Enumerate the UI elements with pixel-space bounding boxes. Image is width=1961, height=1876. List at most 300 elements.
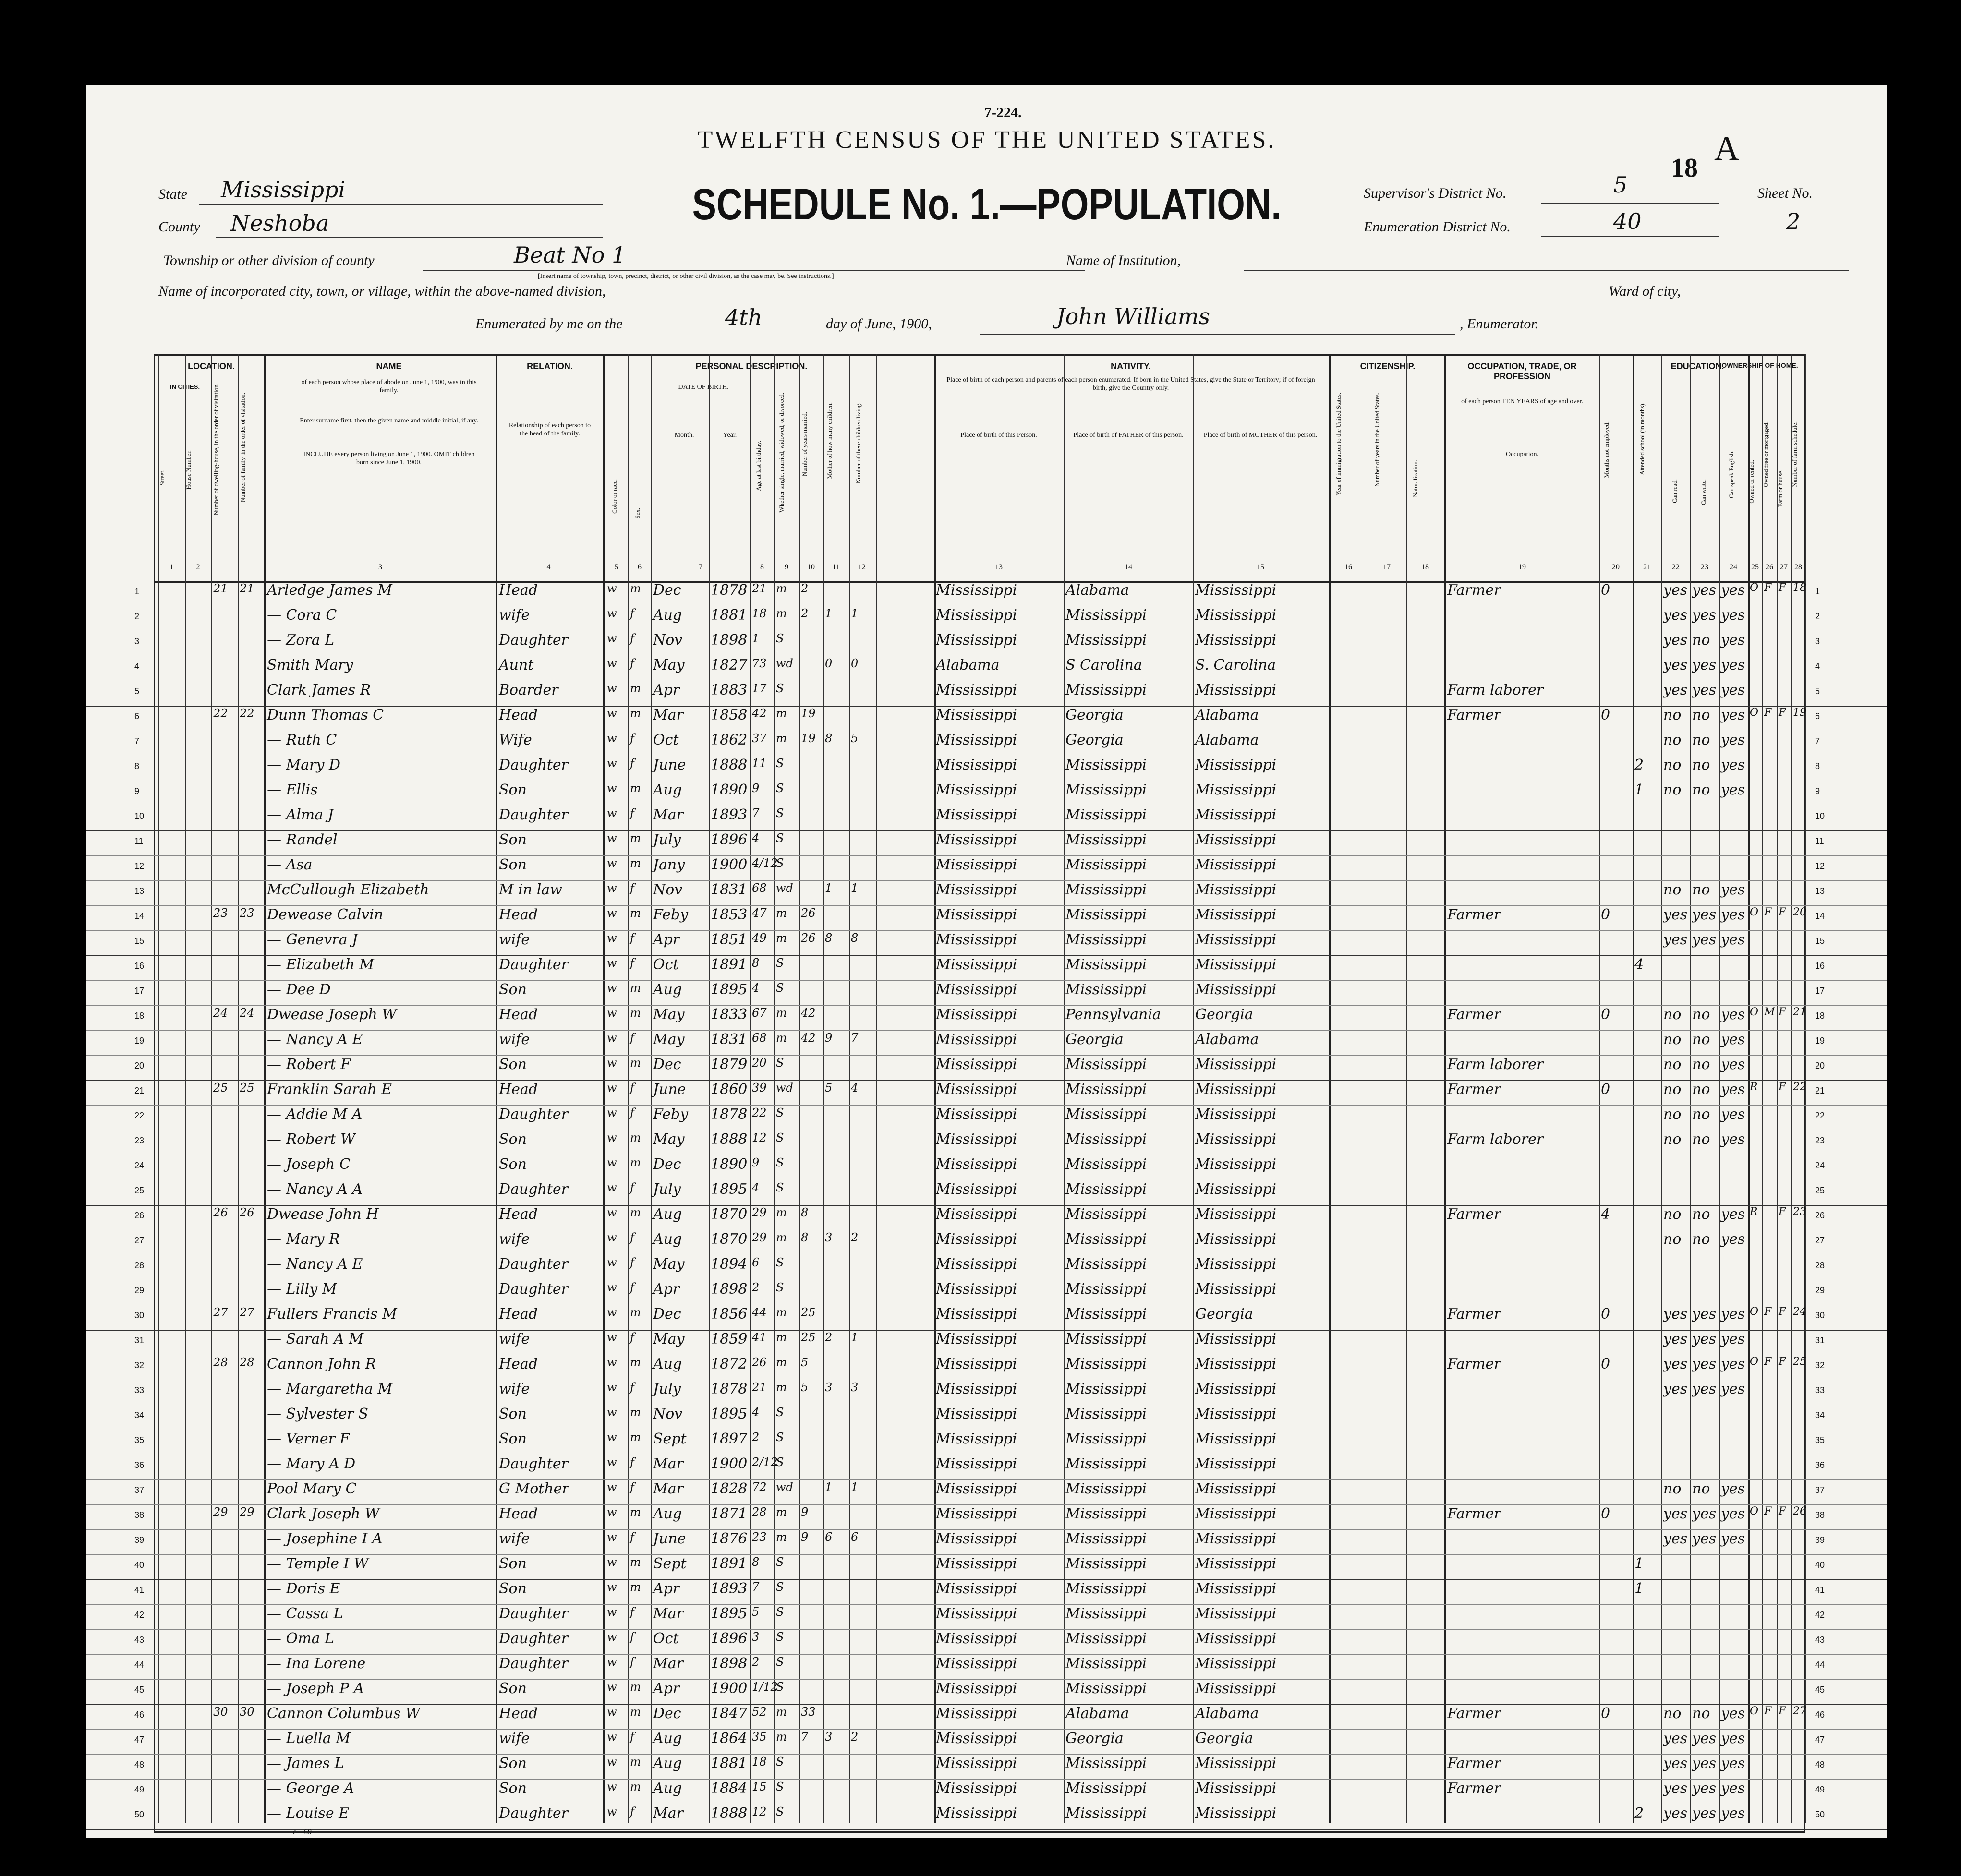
cell-birth: Mississippi — [936, 607, 1017, 624]
column-number: 28 — [1794, 563, 1802, 571]
cell-relation: wife — [499, 1530, 530, 1547]
cell-age: 8 — [752, 1555, 760, 1569]
cell-month: Aug — [653, 981, 682, 998]
cell-living: 1 — [851, 881, 859, 895]
cell-english: yes — [1721, 782, 1745, 798]
cell-relation: Son — [499, 1780, 527, 1797]
cell-month: Apr — [653, 682, 680, 698]
column-number: 25 — [1751, 563, 1759, 571]
cell-color: w — [607, 582, 617, 595]
cell-english: yes — [1721, 906, 1745, 923]
cell-year: 1847 — [711, 1705, 748, 1722]
table-row — [86, 1129, 1887, 1155]
column-number: 1 — [169, 563, 174, 571]
institution-line — [1244, 270, 1849, 271]
cell-mother: Alabama — [1195, 1705, 1259, 1722]
cell-write: no — [1692, 1056, 1710, 1073]
cell-family: 24 — [240, 1006, 254, 1020]
cell-mother: Georgia — [1195, 1306, 1253, 1323]
cell-name: Dwease Joseph W — [267, 1006, 397, 1023]
table-row — [86, 1004, 1887, 1031]
cell-sex: m — [630, 1705, 641, 1719]
cell-sex: f — [630, 1381, 634, 1394]
line-number-right: 47 — [1815, 1735, 1825, 1744]
cell-age: 44 — [752, 1306, 767, 1319]
nativity-description: Place of birth of each person and parents of each person enumerated. If born in the United States, give the State or Territory; if of foreign birth, give the Country only. — [946, 376, 1315, 392]
table-row — [86, 655, 1887, 681]
cell-relation: Son — [499, 1755, 527, 1772]
cell-year: 1872 — [711, 1356, 748, 1372]
cell-mother-of: 3 — [825, 1730, 833, 1744]
cell-month: May — [653, 1256, 685, 1273]
table-row — [86, 1079, 1887, 1106]
cell-year: 1897 — [711, 1431, 748, 1447]
cell-birth: Mississippi — [936, 682, 1017, 698]
cell-mother: Mississippi — [1195, 1231, 1277, 1248]
cell-write: yes — [1692, 1730, 1717, 1747]
table-row — [86, 805, 1887, 831]
cell-month: Oct — [653, 1630, 679, 1647]
line-number-right: 1 — [1815, 587, 1820, 596]
cell-sex: m — [630, 1580, 641, 1594]
cell-relation: Head — [499, 1306, 538, 1323]
cell-free: F — [1764, 1505, 1772, 1517]
cell-month: Aug — [653, 1206, 682, 1223]
cell-mother: Mississippi — [1195, 757, 1277, 773]
cell-marital: m — [776, 931, 787, 945]
form-number: 7-224. — [984, 105, 1022, 120]
cell-name: Dwease John H — [267, 1206, 379, 1223]
table-row — [86, 630, 1887, 656]
name-note-1: Enter surname first, then the given name and middle initial, if any. — [300, 417, 478, 424]
cell-relation: wife — [499, 1381, 530, 1397]
cell-birth: Mississippi — [936, 831, 1017, 848]
cell-age: 20 — [752, 1056, 767, 1070]
cell-color: w — [607, 806, 617, 820]
cell-month: May — [653, 1006, 685, 1023]
line-number-right: 38 — [1815, 1510, 1825, 1520]
cell-month: Aug — [653, 1356, 682, 1372]
line-number: 41 — [134, 1585, 145, 1595]
county-line — [216, 237, 603, 238]
cell-color: w — [607, 1705, 617, 1719]
cell-sex: f — [630, 1530, 634, 1544]
cell-read: yes — [1663, 607, 1688, 624]
cell-mother-of: 2 — [825, 1331, 833, 1344]
cell-marital: wd — [776, 657, 793, 670]
cell-name: — Louise E — [267, 1805, 350, 1822]
cell-birth: Mississippi — [936, 1056, 1017, 1073]
column-number: 18 — [1421, 563, 1429, 571]
cell-name: — Cora C — [267, 607, 337, 624]
cell-english: yes — [1721, 1306, 1745, 1323]
line-number-right: 40 — [1815, 1560, 1825, 1570]
line-number: 4 — [134, 661, 140, 671]
line-number: 22 — [134, 1111, 145, 1120]
cell-color: w — [607, 1406, 617, 1419]
cell-age: 72 — [752, 1480, 767, 1494]
cell-name: — Randel — [267, 831, 338, 848]
supervisor-label: Supervisor's District No. — [1364, 185, 1507, 201]
column-number: 12 — [858, 563, 866, 571]
cell-years-married: 19 — [801, 707, 816, 720]
line-number-right: 30 — [1815, 1311, 1825, 1320]
cell-age: 12 — [752, 1131, 767, 1144]
can-write-heading: Can write. — [1700, 479, 1707, 505]
cell-sex: f — [630, 881, 634, 895]
cell-farm-no: 26 — [1793, 1505, 1806, 1517]
line-number: 29 — [134, 1286, 145, 1295]
supervisor-line — [1541, 203, 1719, 204]
cell-name: — Temple I W — [267, 1555, 369, 1572]
cell-years-married: 19 — [801, 732, 816, 745]
cell-marital: S — [776, 1805, 784, 1818]
cell-mother: Mississippi — [1195, 1680, 1277, 1697]
cell-mother-of: 8 — [825, 931, 833, 945]
cell-birth: Mississippi — [936, 1006, 1017, 1023]
cell-relation: Aunt — [499, 657, 534, 673]
cell-living: 4 — [851, 1081, 859, 1094]
cell-english: yes — [1721, 1081, 1745, 1098]
cell-age: 21 — [752, 582, 767, 595]
location-heading: LOCATION. — [188, 361, 235, 371]
cell-sex: f — [630, 1655, 634, 1669]
cell-father: Mississippi — [1065, 1406, 1147, 1422]
cell-color: w — [607, 682, 617, 695]
cell-write: no — [1692, 632, 1710, 649]
cell-year: 1879 — [711, 1056, 748, 1073]
cell-owned: O — [1750, 707, 1759, 719]
column-number: 7 — [699, 563, 702, 571]
cell-year: 1891 — [711, 956, 748, 973]
cell-birth: Mississippi — [936, 1031, 1017, 1048]
cell-year: 1890 — [711, 782, 748, 798]
table-row — [86, 780, 1887, 806]
cell-mother: Mississippi — [1195, 856, 1277, 873]
cell-age: 49 — [752, 931, 767, 945]
cell-english: yes — [1721, 1780, 1745, 1797]
cell-name: — Ina Lorene — [267, 1655, 366, 1672]
table-row — [86, 1104, 1887, 1130]
cell-sex: f — [630, 732, 634, 745]
cell-mother: Mississippi — [1195, 1605, 1277, 1622]
cell-occupation: Farmer — [1447, 582, 1501, 599]
cell-marital: S — [776, 782, 784, 795]
cell-father: Georgia — [1065, 732, 1124, 748]
cell-color: w — [607, 1156, 617, 1169]
cell-year: 1876 — [711, 1530, 748, 1547]
cell-name: Arledge James M — [267, 582, 392, 599]
cell-occupation: Farmer — [1447, 1306, 1501, 1323]
cell-birth: Mississippi — [936, 782, 1017, 798]
cell-year: 1871 — [711, 1505, 748, 1522]
line-number: 30 — [134, 1311, 145, 1320]
in-cities-heading: IN CITIES. — [169, 383, 200, 390]
table-row — [86, 1379, 1887, 1405]
cell-sex: f — [630, 1630, 634, 1644]
cell-sex: f — [630, 1605, 634, 1619]
cell-farm: F — [1779, 1306, 1786, 1318]
cell-marital: S — [776, 806, 784, 820]
cell-english: yes — [1721, 1356, 1745, 1372]
line-number: 19 — [134, 1036, 145, 1046]
cell-age: 26 — [752, 1356, 767, 1369]
table-row — [86, 1678, 1887, 1705]
cell-free: F — [1764, 906, 1772, 918]
cell-father: Mississippi — [1065, 856, 1147, 873]
cell-marital: m — [776, 607, 787, 620]
table-row — [86, 1429, 1887, 1455]
cell-color: w — [607, 1480, 617, 1494]
cell-mother: Mississippi — [1195, 1081, 1277, 1098]
cell-occupation: Farmer — [1447, 1705, 1501, 1722]
cell-sex: f — [630, 1730, 634, 1744]
cell-birth: Mississippi — [936, 1730, 1017, 1747]
cell-sex: m — [630, 707, 641, 720]
line-number: 12 — [134, 861, 145, 871]
cell-dwelling: 28 — [213, 1356, 228, 1369]
table-row — [86, 1479, 1887, 1505]
cell-write: no — [1692, 1231, 1710, 1248]
city-label: Name of incorporated city, town, or village, within the above-named division, — [158, 283, 606, 299]
column-number: 21 — [1643, 563, 1651, 571]
cell-sex: m — [630, 1755, 641, 1768]
cell-dwelling: 23 — [213, 906, 228, 920]
cell-month: Dec — [653, 1705, 681, 1722]
cell-birth: Mississippi — [936, 1605, 1017, 1622]
cell-read: yes — [1663, 906, 1688, 923]
line-number-right: 33 — [1815, 1385, 1825, 1395]
cell-read: yes — [1663, 1530, 1688, 1547]
cell-birth: Mississippi — [936, 1530, 1017, 1547]
cell-father: Alabama — [1065, 582, 1129, 599]
cell-years-married: 26 — [801, 906, 816, 920]
line-number: 8 — [134, 761, 140, 771]
cell-read: no — [1663, 1081, 1682, 1098]
cell-birth: Mississippi — [936, 1555, 1017, 1572]
line-number-right: 11 — [1815, 836, 1824, 846]
cell-color: w — [607, 1006, 617, 1020]
cell-month: Feby — [653, 906, 689, 923]
cell-occupation: Farmer — [1447, 1780, 1501, 1797]
cell-school: 1 — [1634, 782, 1644, 798]
cell-year: 1853 — [711, 906, 748, 923]
cell-age: 37 — [752, 732, 767, 745]
cell-write: no — [1692, 1131, 1710, 1148]
cell-sex: f — [630, 931, 634, 945]
cell-owned: O — [1750, 1705, 1759, 1717]
table-row — [86, 1454, 1887, 1480]
cell-unemployed: 4 — [1601, 1206, 1610, 1223]
sheet-letter: A — [1714, 129, 1739, 168]
cell-mother: Georgia — [1195, 1006, 1253, 1023]
cell-relation: wife — [499, 1031, 530, 1048]
cell-color: w — [607, 1580, 617, 1594]
cell-mother: Mississippi — [1195, 931, 1277, 948]
can-read-heading: Can read. — [1671, 479, 1678, 503]
cell-father: Mississippi — [1065, 1605, 1147, 1622]
cell-age: 5 — [752, 1605, 760, 1619]
line-number: 47 — [134, 1735, 145, 1744]
sheet-label: Sheet No. — [1757, 185, 1813, 201]
cell-farm-no: 23 — [1793, 1206, 1806, 1218]
free-mortgaged-heading: Owned free or mortgaged. — [1762, 421, 1769, 488]
cell-name: Dewease Calvin — [267, 906, 384, 923]
cell-color: w — [607, 732, 617, 745]
cell-farm-no: 27 — [1793, 1705, 1806, 1717]
cell-month: Mar — [653, 1605, 683, 1622]
cell-father: Mississippi — [1065, 1431, 1147, 1447]
cell-name: Cannon Columbus W — [267, 1705, 421, 1722]
cell-mother: Mississippi — [1195, 956, 1277, 973]
cell-family: 21 — [240, 582, 254, 595]
cell-year: 1891 — [711, 1555, 748, 1572]
state-line — [199, 204, 603, 205]
name-description: of each person whose place of abode on June 1, 1900, was in this family. — [301, 379, 477, 394]
cell-father: Mississippi — [1065, 1331, 1147, 1347]
cell-read: yes — [1663, 1356, 1688, 1372]
cell-family: 26 — [240, 1206, 254, 1219]
line-number-right: 42 — [1815, 1610, 1825, 1620]
cell-marital: S — [776, 1680, 784, 1694]
cell-father: Mississippi — [1065, 881, 1147, 898]
table-row — [86, 954, 1887, 981]
cell-month: June — [653, 1081, 686, 1098]
cell-father: Mississippi — [1065, 956, 1147, 973]
cell-birth: Mississippi — [936, 1331, 1017, 1347]
line-number: 7 — [134, 736, 140, 746]
cell-mother: Mississippi — [1195, 831, 1277, 848]
cell-mother-of: 1 — [825, 1480, 833, 1494]
enumeration-district-label: Enumeration District No. — [1364, 219, 1511, 235]
cell-owned: O — [1750, 1505, 1759, 1517]
column-number: 20 — [1612, 563, 1620, 571]
cell-age: 67 — [752, 1006, 767, 1020]
table-row — [86, 904, 1887, 931]
cell-color: w — [607, 1256, 617, 1269]
cell-mother: Alabama — [1195, 707, 1259, 723]
cell-name: — Dee D — [267, 981, 331, 998]
cell-color: w — [607, 782, 617, 795]
relation-heading: RELATION. — [527, 361, 573, 371]
cell-year: 1878 — [711, 582, 748, 599]
cell-birth: Mississippi — [936, 1680, 1017, 1697]
table-row — [86, 1753, 1887, 1780]
cell-relation: Daughter — [499, 1256, 568, 1273]
cell-birth: Mississippi — [936, 1106, 1017, 1123]
column-number: 17 — [1383, 563, 1391, 571]
table-row — [86, 1279, 1887, 1305]
cell-color: w — [607, 1106, 617, 1119]
cell-age: 4 — [752, 981, 760, 995]
enumerator-label: , Enumerator. — [1460, 316, 1539, 332]
line-number-right: 19 — [1815, 1036, 1825, 1046]
line-number-right: 16 — [1815, 961, 1825, 971]
cell-relation: Head — [499, 906, 538, 923]
cell-birth: Mississippi — [936, 757, 1017, 773]
cell-birth: Mississippi — [936, 1406, 1017, 1422]
cell-dwelling: 21 — [213, 582, 228, 595]
line-number: 5 — [134, 686, 140, 696]
cell-color: w — [607, 1680, 617, 1694]
cell-birth: Mississippi — [936, 1281, 1017, 1298]
cell-sex: f — [630, 1256, 634, 1269]
table-row — [86, 1154, 1887, 1180]
cell-color: w — [607, 1605, 617, 1619]
column-number: 9 — [785, 563, 788, 571]
cell-father: Georgia — [1065, 1031, 1124, 1048]
cell-sex: m — [630, 1131, 641, 1144]
table-row — [86, 1553, 1887, 1580]
line-number: 10 — [134, 811, 145, 821]
column-number: 10 — [807, 563, 815, 571]
cell-mother: Mississippi — [1195, 881, 1277, 898]
cell-write: yes — [1692, 1306, 1717, 1323]
farm-house-heading: Farm or house. — [1777, 469, 1784, 507]
cell-mother: Mississippi — [1195, 582, 1277, 599]
cell-father: Mississippi — [1065, 1630, 1147, 1647]
cell-mother: Georgia — [1195, 1730, 1253, 1747]
cell-month: Mar — [653, 1455, 683, 1472]
cell-living: 6 — [851, 1530, 859, 1544]
cell-age: 6 — [752, 1256, 760, 1269]
cell-write: yes — [1692, 1505, 1717, 1522]
state-label: State — [158, 186, 187, 202]
cell-sex: m — [630, 582, 641, 595]
cell-living: 3 — [851, 1381, 859, 1394]
cell-age: 22 — [752, 1106, 767, 1119]
cell-farm: F — [1779, 582, 1786, 594]
cell-birth: Mississippi — [936, 1256, 1017, 1273]
table-row — [86, 755, 1887, 781]
cell-age: 7 — [752, 1580, 760, 1594]
line-number: 45 — [134, 1685, 145, 1695]
line-number-right: 15 — [1815, 936, 1825, 946]
cell-father: Mississippi — [1065, 1181, 1147, 1198]
cell-marital: m — [776, 906, 787, 920]
cell-father: Mississippi — [1065, 1256, 1147, 1273]
cell-family: 29 — [240, 1505, 254, 1519]
cell-relation: Head — [499, 1081, 538, 1098]
cell-name: Smith Mary — [267, 657, 353, 673]
cell-write: yes — [1692, 1805, 1717, 1822]
line-number: 20 — [134, 1061, 145, 1070]
census-title: TWELFTH CENSUS OF THE UNITED STATES. — [697, 126, 1276, 154]
cell-sex: f — [630, 607, 634, 620]
cell-age: 11 — [752, 757, 767, 770]
cell-age: 4/12 — [752, 856, 778, 870]
cell-month: Apr — [653, 931, 680, 948]
line-number: 14 — [134, 911, 145, 921]
cell-color: w — [607, 1780, 617, 1793]
cell-dwelling: 27 — [213, 1306, 228, 1319]
occupation-subheading: Occupation. — [1505, 451, 1539, 458]
cell-mother: Mississippi — [1195, 682, 1277, 698]
line-number-right: 41 — [1815, 1585, 1825, 1595]
line-number-right: 20 — [1815, 1061, 1825, 1070]
cell-birth: Mississippi — [936, 1431, 1017, 1447]
column-number: 2 — [196, 563, 200, 571]
cell-father: Pennsylvania — [1065, 1006, 1161, 1023]
cell-name: — Luella M — [267, 1730, 351, 1747]
cell-write: yes — [1692, 906, 1717, 923]
cell-mother-of: 1 — [825, 881, 833, 895]
cell-year: 1894 — [711, 1256, 748, 1273]
cell-marital: m — [776, 1356, 787, 1369]
cell-farm: F — [1779, 1705, 1786, 1717]
cell-write: yes — [1692, 1530, 1717, 1547]
cell-sex: f — [630, 1281, 634, 1294]
